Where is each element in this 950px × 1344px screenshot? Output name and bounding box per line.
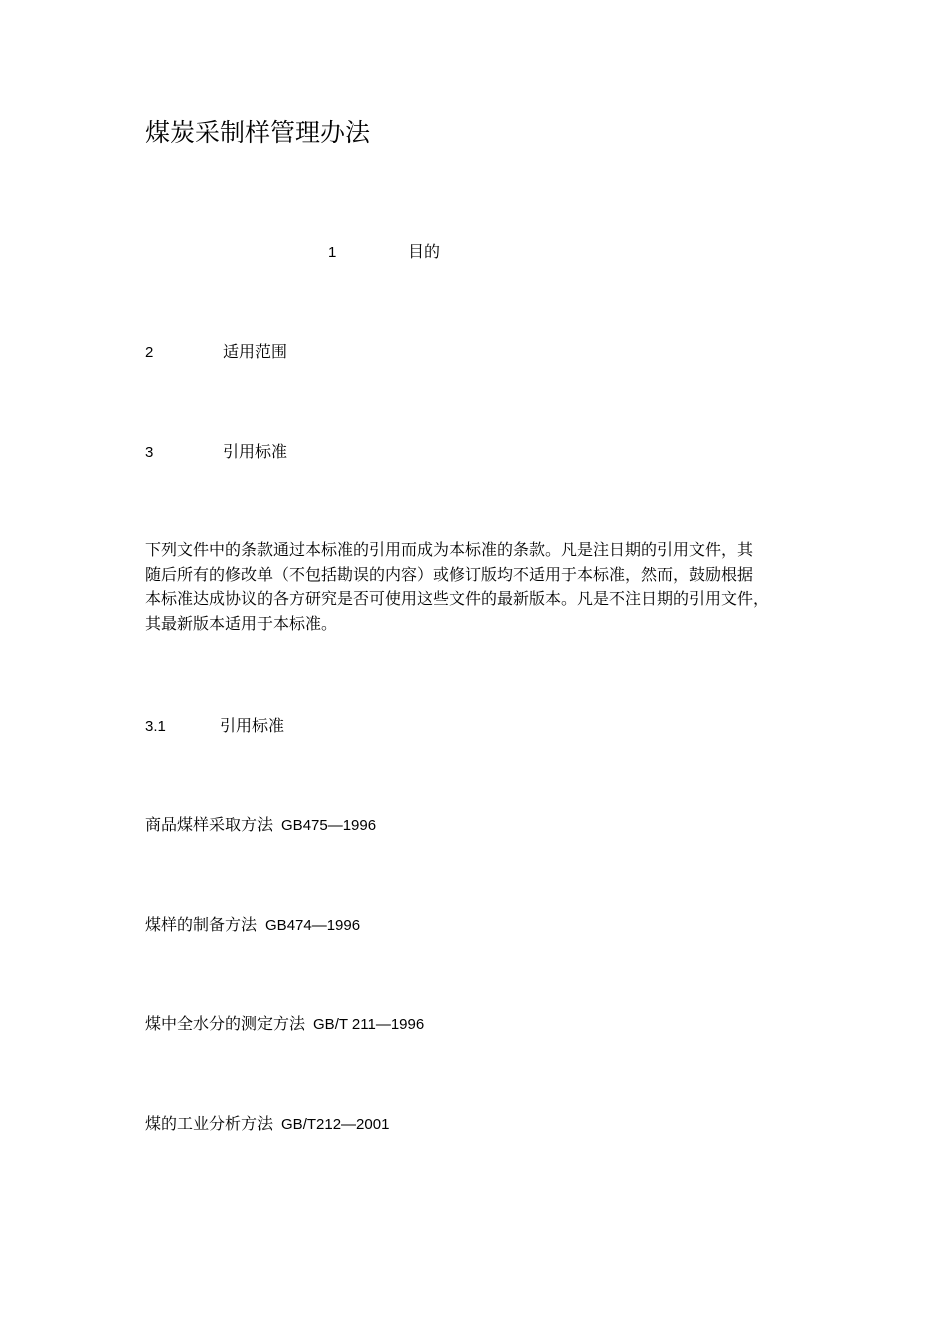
body-paragraph <box>145 538 825 636</box>
standard-item <box>145 1113 389 1136</box>
paragraph-line: 下列文件中的条款通过本标准的引用而成为本标准的条款。凡是注日期的引用文件，其 <box>145 540 754 559</box>
standard-code: GB475—1996 <box>281 817 377 834</box>
section-number: 3 <box>145 444 154 461</box>
standard-name: 煤样的制备方法 <box>145 915 258 934</box>
section-heading: 目的 <box>408 242 441 261</box>
section-heading: 引用标准 <box>223 442 288 461</box>
subsection-number: 3.1 <box>145 718 166 735</box>
paragraph-line: 其最新版本适用于本标准。 <box>145 613 338 633</box>
paragraph-line: 随后所有的修改单（不包括勘误的内容）或修订版均不适用于本标准，然而，鼓励根据 <box>145 564 754 584</box>
standard-name: 煤中全水分的测定方法 <box>145 1014 306 1033</box>
section-number: 1 <box>328 244 337 261</box>
standard-code: GB474—1996 <box>265 917 361 934</box>
standard-item <box>145 814 376 837</box>
standard-item <box>145 914 360 937</box>
standard-name: 煤的工业分析方法 <box>145 1114 274 1133</box>
standard-code: GB/T 211—1996 <box>313 1016 425 1033</box>
subsection-heading: 引用标准 <box>220 716 285 735</box>
document-title: 煤炭采制样管理办法 <box>145 118 371 147</box>
standard-item <box>145 1013 424 1036</box>
paragraph-line: 本标准达成协议的各方研究是否可使用这些文件的最新版本。凡是不注日期的引用文件， <box>145 589 770 608</box>
standard-code: GB/T212—2001 <box>281 1116 390 1133</box>
section-number: 2 <box>145 344 154 361</box>
section-heading: 适用范围 <box>223 342 288 361</box>
standard-name: 商品煤样采取方法 <box>145 815 274 834</box>
